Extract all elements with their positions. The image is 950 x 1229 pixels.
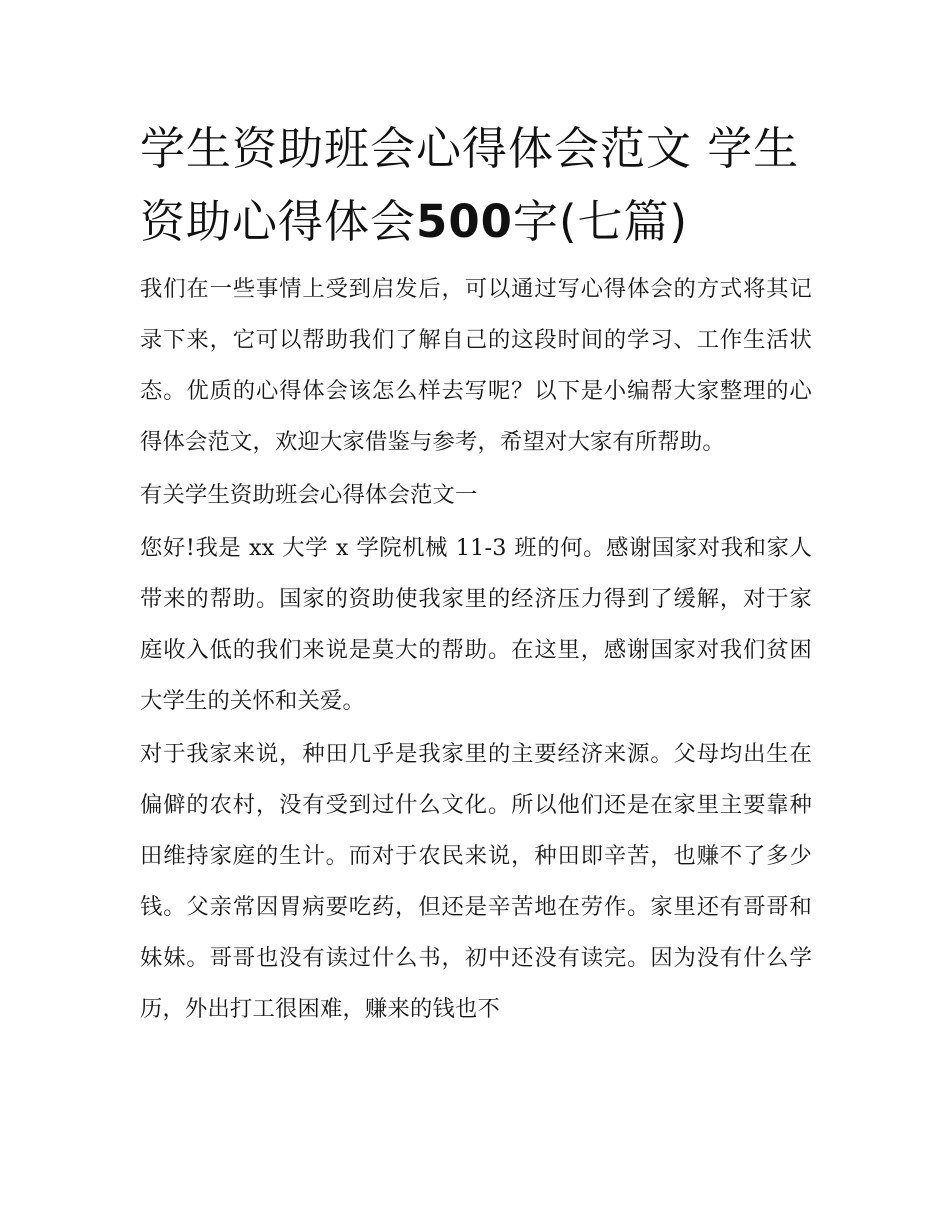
document-content — [140, 112, 812, 1037]
document-title — [140, 112, 812, 258]
intro-paragraph: 我们在一些事情上受到启发后，可以通过写心得体会的方式将其记录下来，它可以帮助我们了解自己的这段时间的学习、工作生活状态。优质的心得体会该怎么样去写呢？以下是小编帮大家整理的心得体会范文，欢迎大家借鉴与参考，希望对大家有所帮助。 — [140, 276, 812, 455]
title-text-part1: 学生资助班会心得体会范文 学生资助心得体会 — [140, 122, 800, 248]
title-number: 500 — [416, 195, 513, 248]
title-text-part2: 字(七篇) — [512, 195, 689, 248]
body-paragraph: 您好!我是 xx 大学 x 学院机械 11-3 班的何。感谢国家对我和家人带来的帮助。国家的资助使我家里的经济压力得到了缓解，对于家庭收入低的我们来说是莫大的帮助。在这里，感谢国家对我们贫困大学生的关怀和关爱。 — [140, 535, 812, 714]
body-paragraph: 对于我家来说，种田几乎是我家里的主要经济来源。父母均出生在偏僻的农村，没有受到过什么文化。所以他们还是在家里主要靠种田维持家庭的生计。而对于农民来说，种田即辛苦，也赚不了多少钱。父亲常因胃病要吃药，但还是辛苦地在劳作。家里还有哥哥和妹妹。哥哥也没有读过什么书，初中还没有读完。因为没有什么学历，外出打工很困难，赚来的钱也不 — [140, 741, 812, 1022]
document-body — [140, 264, 812, 1035]
section-heading: 有关学生资助班会心得体会范文一 — [140, 482, 478, 508]
